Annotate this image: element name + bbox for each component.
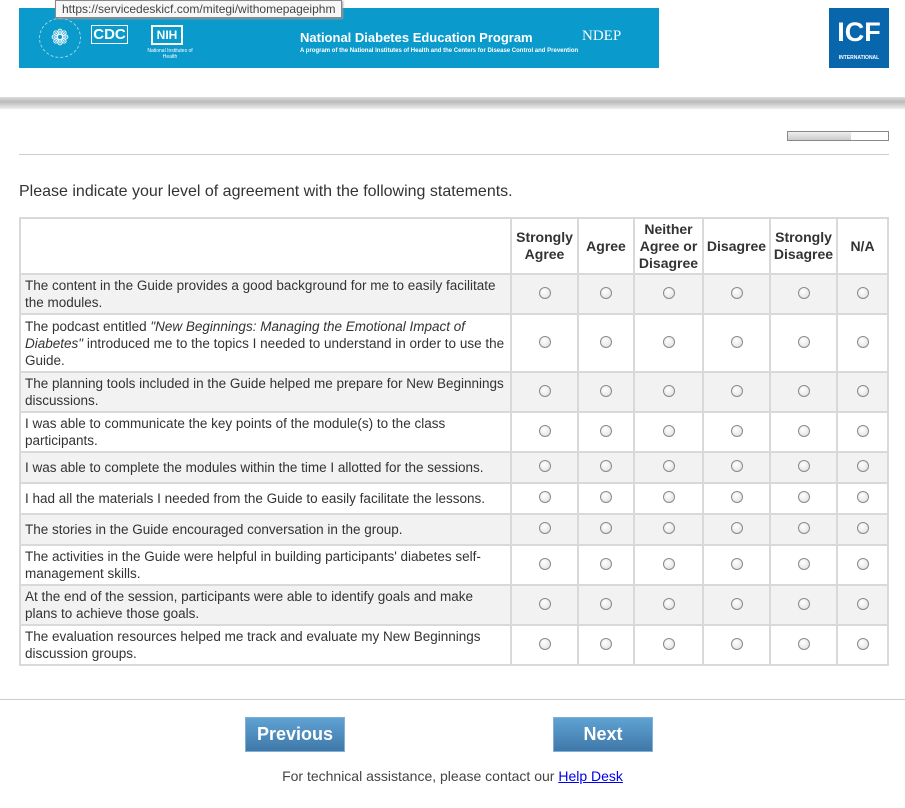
radio-disagree[interactable]: [731, 460, 743, 472]
statement: [20, 585, 511, 625]
radio-disagree[interactable]: [731, 638, 743, 650]
statement: [20, 545, 511, 585]
header-divider: [0, 97, 905, 109]
radio-cell: [578, 452, 634, 483]
radio-cell: [837, 314, 888, 372]
radio-cell: [578, 483, 634, 514]
radio-cell: [770, 452, 837, 483]
radio-cell: [511, 514, 578, 545]
radio-cell: [634, 274, 703, 314]
radio-neither-agree-or-disagree[interactable]: [663, 425, 675, 437]
radio-cell: [837, 452, 888, 483]
statement: [20, 314, 511, 372]
radio-disagree[interactable]: [731, 425, 743, 437]
radio-strongly-agree[interactable]: [539, 491, 551, 503]
statement-text: The podcast entitled: [25, 318, 151, 334]
table-row: [20, 274, 888, 314]
radio-cell: [837, 625, 888, 665]
column-header: Agree: [578, 218, 634, 274]
nih-logo: NIH: [151, 25, 183, 45]
radio-cell: [770, 545, 837, 585]
radio-cell: [770, 514, 837, 545]
radio-n-a[interactable]: [857, 638, 869, 650]
divider: [19, 154, 889, 155]
radio-cell: [703, 372, 770, 412]
hhs-eagle-logo: ❁: [39, 18, 81, 58]
footer: [0, 768, 905, 784]
radio-cell: [578, 545, 634, 585]
radio-cell: [634, 483, 703, 514]
radio-neither-agree-or-disagree[interactable]: [663, 336, 675, 348]
radio-cell: [634, 412, 703, 452]
radio-cell: [578, 412, 634, 452]
table-row: [20, 585, 888, 625]
radio-cell: [770, 585, 837, 625]
radio-cell: [703, 452, 770, 483]
radio-cell: [511, 625, 578, 665]
radio-cell: [511, 412, 578, 452]
radio-cell: [511, 372, 578, 412]
radio-n-a[interactable]: [857, 598, 869, 610]
radio-cell: [703, 514, 770, 545]
radio-n-a[interactable]: [857, 385, 869, 397]
radio-disagree[interactable]: [731, 287, 743, 299]
statement: [20, 483, 511, 514]
radio-disagree[interactable]: [731, 598, 743, 610]
radio-cell: [837, 514, 888, 545]
radio-n-a[interactable]: [857, 460, 869, 472]
nih-subtitle: National Institutes of Health: [147, 48, 193, 60]
radio-strongly-disagree[interactable]: [798, 638, 810, 650]
url-tooltip: https://servicedeskicf.com/mitegi/withomepageiphm: [55, 0, 342, 18]
banner-title: National Diabetes Education Program: [300, 30, 533, 45]
radio-cell: [511, 545, 578, 585]
radio-strongly-agree[interactable]: [539, 598, 551, 610]
radio-cell: [703, 585, 770, 625]
radio-neither-agree-or-disagree[interactable]: [663, 558, 675, 570]
radio-n-a[interactable]: [857, 425, 869, 437]
radio-cell: [578, 314, 634, 372]
table-row: [20, 412, 888, 452]
radio-disagree[interactable]: [731, 336, 743, 348]
column-header: Neither Agree or Disagree: [634, 218, 703, 274]
radio-cell: [703, 625, 770, 665]
radio-n-a[interactable]: [857, 491, 869, 503]
radio-agree[interactable]: [600, 638, 612, 650]
radio-strongly-disagree[interactable]: [798, 522, 810, 534]
blank-header: [20, 218, 511, 274]
footer-text: For technical assistance, please contact our: [282, 768, 559, 784]
radio-cell: [703, 412, 770, 452]
radio-cell: [837, 412, 888, 452]
radio-strongly-agree[interactable]: [539, 336, 551, 348]
radio-cell: [837, 274, 888, 314]
table-row: [20, 372, 888, 412]
radio-strongly-agree[interactable]: [539, 638, 551, 650]
statement-text: The activities in the Guide were helpful in building participants' diabetes self-management skills.: [25, 549, 481, 581]
statement-text: "New Beginnings: Managing the Emotional Impact of Diabetes": [25, 318, 466, 351]
radio-cell: [578, 625, 634, 665]
radio-cell: [511, 585, 578, 625]
statement-text: The evaluation resources helped me track and evaluate my New Beginnings discussion groups.: [25, 629, 481, 661]
radio-neither-agree-or-disagree[interactable]: [663, 491, 675, 503]
radio-cell: [703, 274, 770, 314]
cdc-logo: CDC: [91, 25, 128, 44]
radio-cell: [634, 314, 703, 372]
radio-cell: [634, 514, 703, 545]
radio-neither-agree-or-disagree[interactable]: [663, 522, 675, 534]
radio-agree[interactable]: [600, 460, 612, 472]
radio-disagree[interactable]: [731, 522, 743, 534]
radio-cell: [837, 585, 888, 625]
radio-agree[interactable]: [600, 558, 612, 570]
previous-button[interactable]: Previous: [245, 717, 345, 752]
column-header: N/A: [837, 218, 888, 274]
question-prompt: Please indicate your level of agreement with the following statements.: [19, 183, 513, 200]
next-button[interactable]: Next: [553, 717, 653, 752]
radio-cell: [770, 372, 837, 412]
table-row: [20, 483, 888, 514]
statement-text: At the end of the session, participants were able to identify goals and make plans to achieve those goals.: [25, 589, 474, 621]
radio-cell: [578, 274, 634, 314]
statement: [20, 372, 511, 412]
radio-disagree[interactable]: [731, 491, 743, 503]
radio-strongly-agree[interactable]: [539, 287, 551, 299]
radio-cell: [511, 483, 578, 514]
radio-cell: [578, 585, 634, 625]
radio-strongly-agree[interactable]: [539, 558, 551, 570]
radio-cell: [634, 372, 703, 412]
radio-disagree[interactable]: [731, 558, 743, 570]
progress-bar: [787, 131, 889, 141]
radio-strongly-disagree[interactable]: [798, 425, 810, 437]
radio-agree[interactable]: [600, 336, 612, 348]
radio-agree[interactable]: [600, 522, 612, 534]
statement: [20, 514, 511, 545]
radio-strongly-agree[interactable]: [539, 385, 551, 397]
column-header: Disagree: [703, 218, 770, 274]
statement-text: The planning tools included in the Guide helped me prepare for New Beginnings discussions.: [25, 376, 504, 408]
radio-cell: [770, 483, 837, 514]
radio-agree[interactable]: [600, 287, 612, 299]
statement-text: I was able to complete the modules within the time I allotted for the sessions.: [25, 460, 484, 475]
radio-n-a[interactable]: [857, 558, 869, 570]
statement: [20, 625, 511, 665]
radio-cell: [511, 314, 578, 372]
radio-strongly-agree[interactable]: [539, 425, 551, 437]
radio-neither-agree-or-disagree[interactable]: [663, 460, 675, 472]
radio-agree[interactable]: [600, 425, 612, 437]
radio-strongly-disagree[interactable]: [798, 336, 810, 348]
radio-disagree[interactable]: [731, 385, 743, 397]
statement: [20, 412, 511, 452]
radio-neither-agree-or-disagree[interactable]: [663, 638, 675, 650]
radio-cell: [634, 585, 703, 625]
radio-cell: [837, 372, 888, 412]
statement-text: I was able to communicate the key points of the module(s) to the class participants.: [25, 416, 446, 448]
radio-agree[interactable]: [600, 385, 612, 397]
radio-cell: [703, 314, 770, 372]
divider: [0, 699, 905, 700]
statement-text: The content in the Guide provides a good background for me to easily facilitate the modules.: [25, 278, 496, 310]
radio-cell: [578, 514, 634, 545]
radio-strongly-disagree[interactable]: [798, 460, 810, 472]
radio-n-a[interactable]: [857, 336, 869, 348]
radio-strongly-disagree[interactable]: [798, 598, 810, 610]
statement-text: introduced me to the topics I needed to understand in order to use the Guide.: [25, 335, 505, 368]
radio-neither-agree-or-disagree[interactable]: [663, 385, 675, 397]
radio-strongly-disagree[interactable]: [798, 287, 810, 299]
ndep-logo: NDEP: [582, 28, 622, 44]
radio-strongly-disagree[interactable]: [798, 385, 810, 397]
radio-neither-agree-or-disagree[interactable]: [663, 598, 675, 610]
radio-cell: [634, 452, 703, 483]
icf-logo: ICF INTERNATIONAL: [829, 8, 889, 68]
statement-text: The stories in the Guide encouraged conversation in the group.: [25, 522, 403, 537]
radio-n-a[interactable]: [857, 287, 869, 299]
agreement-matrix: [19, 217, 889, 666]
radio-cell: [634, 545, 703, 585]
radio-agree[interactable]: [600, 598, 612, 610]
column-header: Strongly Agree: [511, 218, 578, 274]
radio-cell: [578, 372, 634, 412]
table-row: [20, 514, 888, 545]
radio-cell: [770, 314, 837, 372]
progress-fill: [788, 132, 851, 140]
radio-cell: [837, 545, 888, 585]
radio-strongly-disagree[interactable]: [798, 558, 810, 570]
radio-strongly-disagree[interactable]: [798, 491, 810, 503]
statement: [20, 452, 511, 483]
radio-cell: [511, 452, 578, 483]
radio-cell: [703, 545, 770, 585]
table-row: [20, 545, 888, 585]
table-row: [20, 314, 888, 372]
radio-n-a[interactable]: [857, 522, 869, 534]
radio-cell: [703, 483, 770, 514]
table-row: [20, 625, 888, 665]
statement-text: I had all the materials I needed from the Guide to easily facilitate the lessons.: [25, 491, 486, 506]
table-row: [20, 452, 888, 483]
radio-agree[interactable]: [600, 491, 612, 503]
radio-strongly-agree[interactable]: [539, 522, 551, 534]
radio-cell: [634, 625, 703, 665]
statement: [20, 274, 511, 314]
column-header: Strongly Disagree: [770, 218, 837, 274]
radio-cell: [770, 274, 837, 314]
radio-neither-agree-or-disagree[interactable]: [663, 287, 675, 299]
radio-strongly-agree[interactable]: [539, 460, 551, 472]
radio-cell: [770, 412, 837, 452]
help-desk-link[interactable]: Help Desk: [558, 768, 623, 784]
banner-subtitle: A program of the National Institutes of Health and the Centers for Disease Control and Prevention: [300, 48, 579, 54]
radio-cell: [837, 483, 888, 514]
radio-cell: [511, 274, 578, 314]
radio-cell: [770, 625, 837, 665]
